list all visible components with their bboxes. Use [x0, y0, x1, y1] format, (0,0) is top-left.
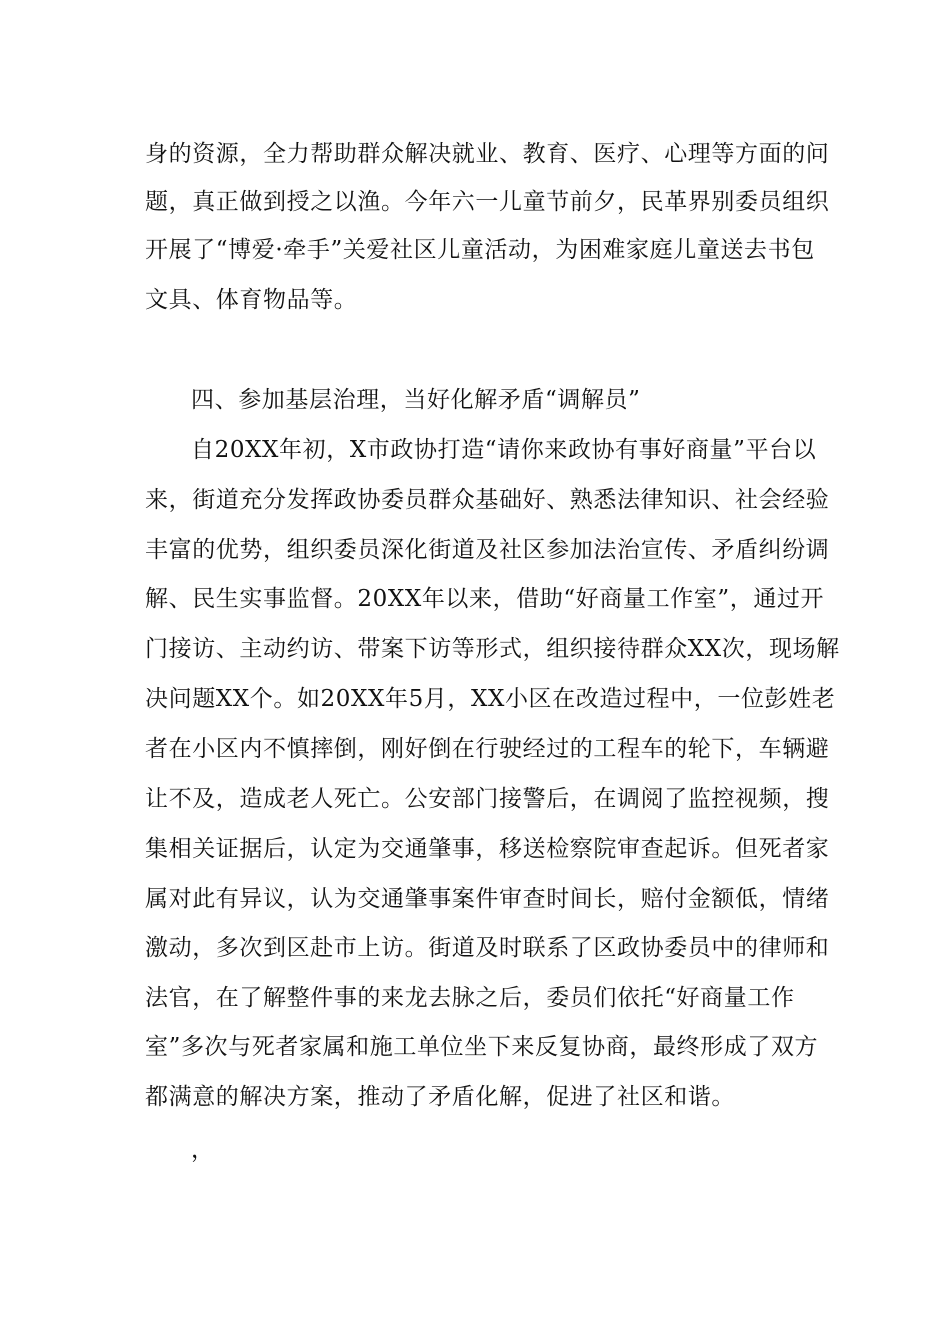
- paragraph-2-line: 室”多次与死者家属和施工单位坐下来反复协商，最终形成了双方: [145, 1034, 819, 1060]
- paragraph-2-line: 激动，多次到区赴市上访。街道及时联系了区政协委员中的律师和: [145, 935, 830, 961]
- paragraph-2-line: 法官，在了解整件事的来龙去脉之后，委员们依托“好商量工作: [145, 985, 795, 1011]
- paragraph-1-line: 开展了“博爱·牵手”关爱社区儿童活动，为困难家庭儿童送去书包: [145, 237, 815, 263]
- paragraph-1-line: 身的资源，全力帮助群众解决就业、教育、医疗、心理等方面的问: [145, 141, 830, 167]
- paragraph-2-line: 都满意的解决方案，推动了矛盾化解，促进了社区和谐。: [145, 1084, 735, 1110]
- paragraph-2-line: 解、民生实事监督。20XX年以来，借助“好商量工作室”，通过开: [145, 586, 825, 612]
- paragraph-2-line: 自20XX年初，X市政协打造“请你来政协有事好商量”平台以: [191, 437, 817, 463]
- paragraph-2-line: 决问题XX个。如20XX年5月，XX小区在改造过程中，一位彭姓老: [145, 686, 836, 712]
- paragraph-1-line: 题，真正做到授之以渔。今年六一儿童节前夕，民革界别委员组织: [145, 189, 830, 215]
- paragraph-2-line: 让不及，造成老人死亡。公安部门接警后，在调阅了监控视频，搜: [145, 786, 830, 812]
- paragraph-2-line: 来，街道充分发挥政协委员群众基础好、熟悉法律知识、社会经验: [145, 487, 830, 513]
- section-heading: 四、参加基层治理，当好化解矛盾“调解员”: [191, 387, 641, 413]
- paragraph-2-line: 属对此有异议，认为交通肇事案件审查时间长，赔付金额低，情绪: [145, 886, 830, 912]
- paragraph-2-line: 门接访、主动约访、带案下访等形式，组织接待群众XX次，现场解: [145, 636, 840, 662]
- paragraph-2-line: 集相关证据后，认定为交通肇事，移送检察院审查起诉。但死者家: [145, 836, 830, 862]
- paragraph-2-line: 丰富的优势，组织委员深化街道及社区参加法治宣传、矛盾纠纷调: [145, 537, 830, 563]
- trailing-mark: ，: [191, 1137, 215, 1163]
- paragraph-1-line: 文具、体育物品等。: [145, 287, 358, 313]
- paragraph-2-line: 者在小区内不慎摔倒，刚好倒在行驶经过的工程车的轮下，车辆避: [145, 736, 830, 762]
